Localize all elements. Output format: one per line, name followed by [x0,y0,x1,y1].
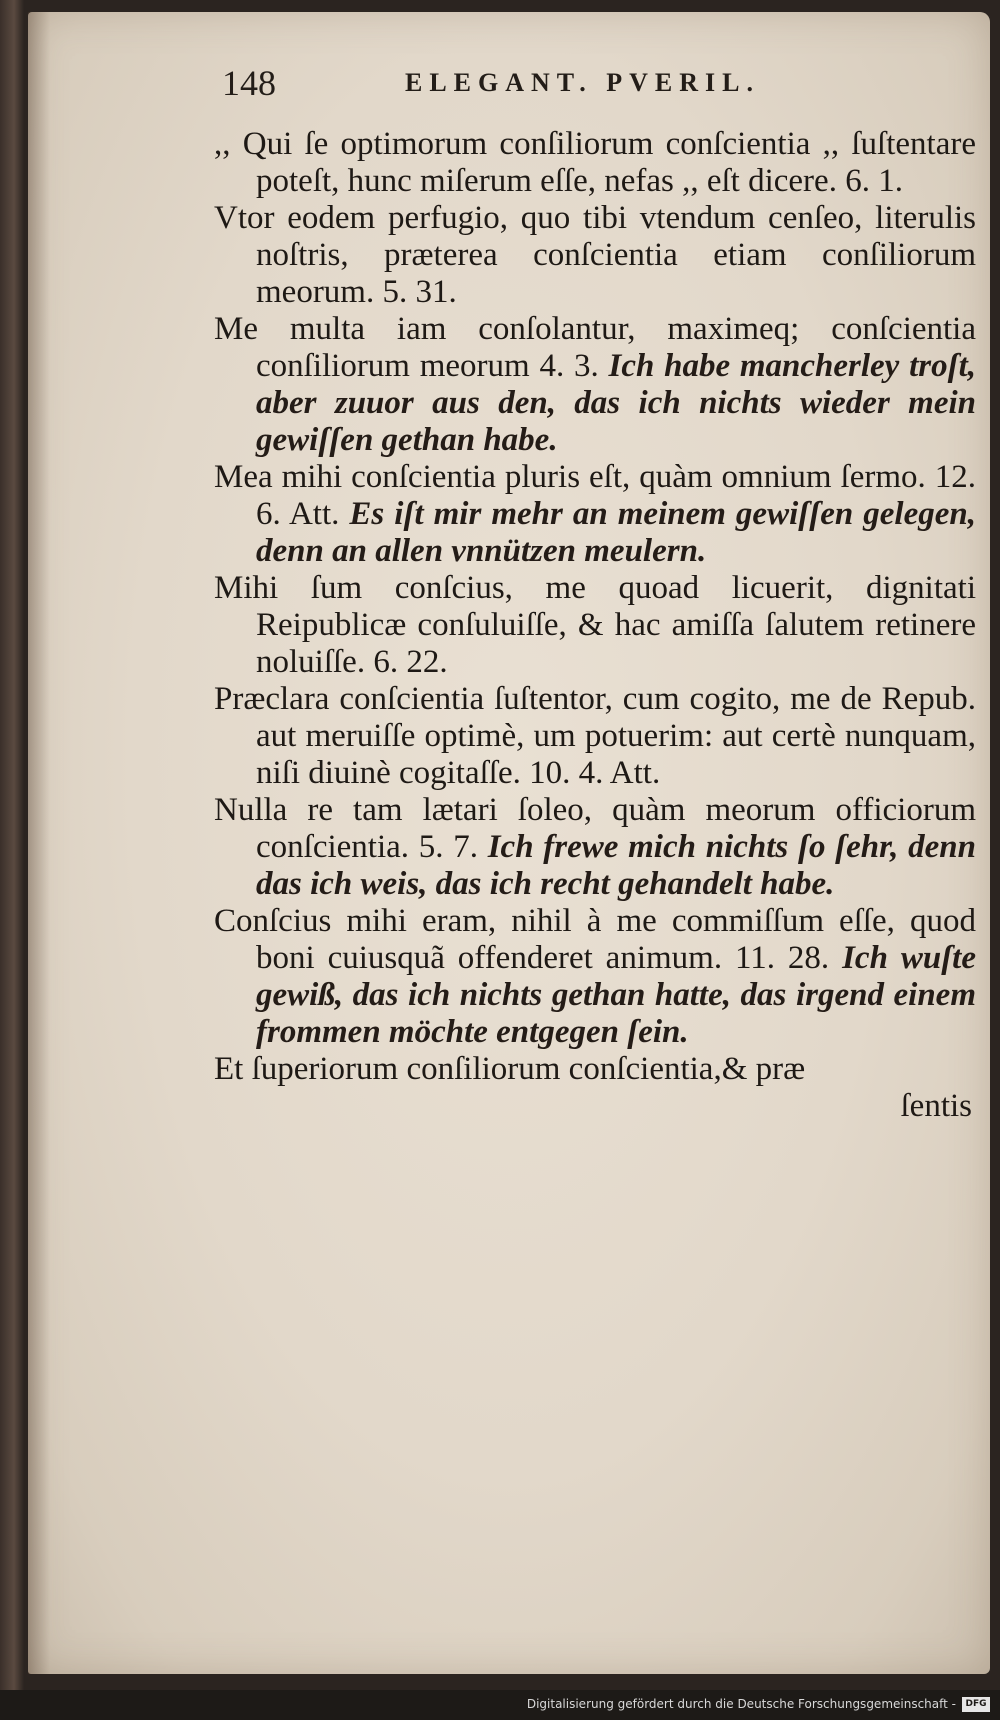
entry-latin: Vtor eodem perfugio, quo tibi vtendum cenſeo, literulis noſtris, præterea conſcientia etiam conſiliorum meorum. 5. 31. [214,200,976,310]
catchword: ſentis [900,1088,972,1124]
entry-2 [214,200,976,311]
entry-latin: Præclara conſcientia ſuſtentor, cum cogito, me de Repub. aut meruiſſe optimè, um potuerim: aut certè nunquam, niſi diuinè cogitaſſe. 10. 4. Att. [214,681,976,791]
entry-latin: Mihi ſum conſcius, me quoad licuerit, dignitati Reipublicæ conſuluiſſe, & hac amiſſa ſalutem retinere noluiſſe. 6. 22. [214,570,976,680]
entry-9 [214,1051,976,1088]
page-number: 148 [222,63,276,103]
dfg-logo: DFG [962,1697,990,1712]
entry-german: Ich wuſte gewiß, das ich nichts gethan hatte, das irgend einem frommen möchte entgegen ſein. [256,940,976,1050]
running-head [222,62,962,112]
entry-latin: Conſcius mihi eram, nihil à me commiſſum eſſe, quod boni cuiusquã offenderet animum. 11. 28. [214,903,976,976]
entry-german: Ich habe mancherley troſt, aber zuuor aus den, das ich nichts wieder mein gewiſſen gethan habe. [256,348,977,458]
entry-3 [214,311,976,459]
digitization-footer [0,1690,1000,1720]
entry-7 [214,792,976,903]
text-block [214,126,976,1125]
entry-8 [214,903,976,1051]
entry-latin: Nulla re tam lætari ſoleo, quàm meorum officiorum conſcientia. 5. 7. [214,792,976,865]
entry-latin: Et ſuperiorum conſiliorum conſcientia,& præ [214,1051,806,1087]
running-title: ELEGANT. PVERIL. [405,68,760,97]
entry-german: Es iſt mir mehr an meinem gewiſſen gelegen, denn an allen vnnützen meulern. [256,496,976,569]
entry-6 [214,681,976,792]
entry-latin: Mea mihi conſcientia pluris eſt, quàm omnium ſermo. 12. 6. Att. [214,459,976,532]
entry-german: Ich frewe mich nichts ſo ſehr, denn das ich weis, das ich recht gehandelt habe. [256,829,977,902]
entry-4 [214,459,976,570]
entry-latin: Me multa iam conſolantur, maximeq; conſcientia conſiliorum meorum 4. 3. [214,311,976,384]
entry-latin: ,, Qui ſe optimorum conſiliorum conſcientia ,, ſuſtentare poteſt, hunc miſerum eſſe, nefas ,, eſt dicere. 6. 1. [214,126,976,199]
footer-credit: Digitalisierung gefördert durch die Deutsche Forschungsgemeinschaft - [526,1697,956,1711]
entry-5 [214,570,976,681]
entry-1 [214,126,976,200]
